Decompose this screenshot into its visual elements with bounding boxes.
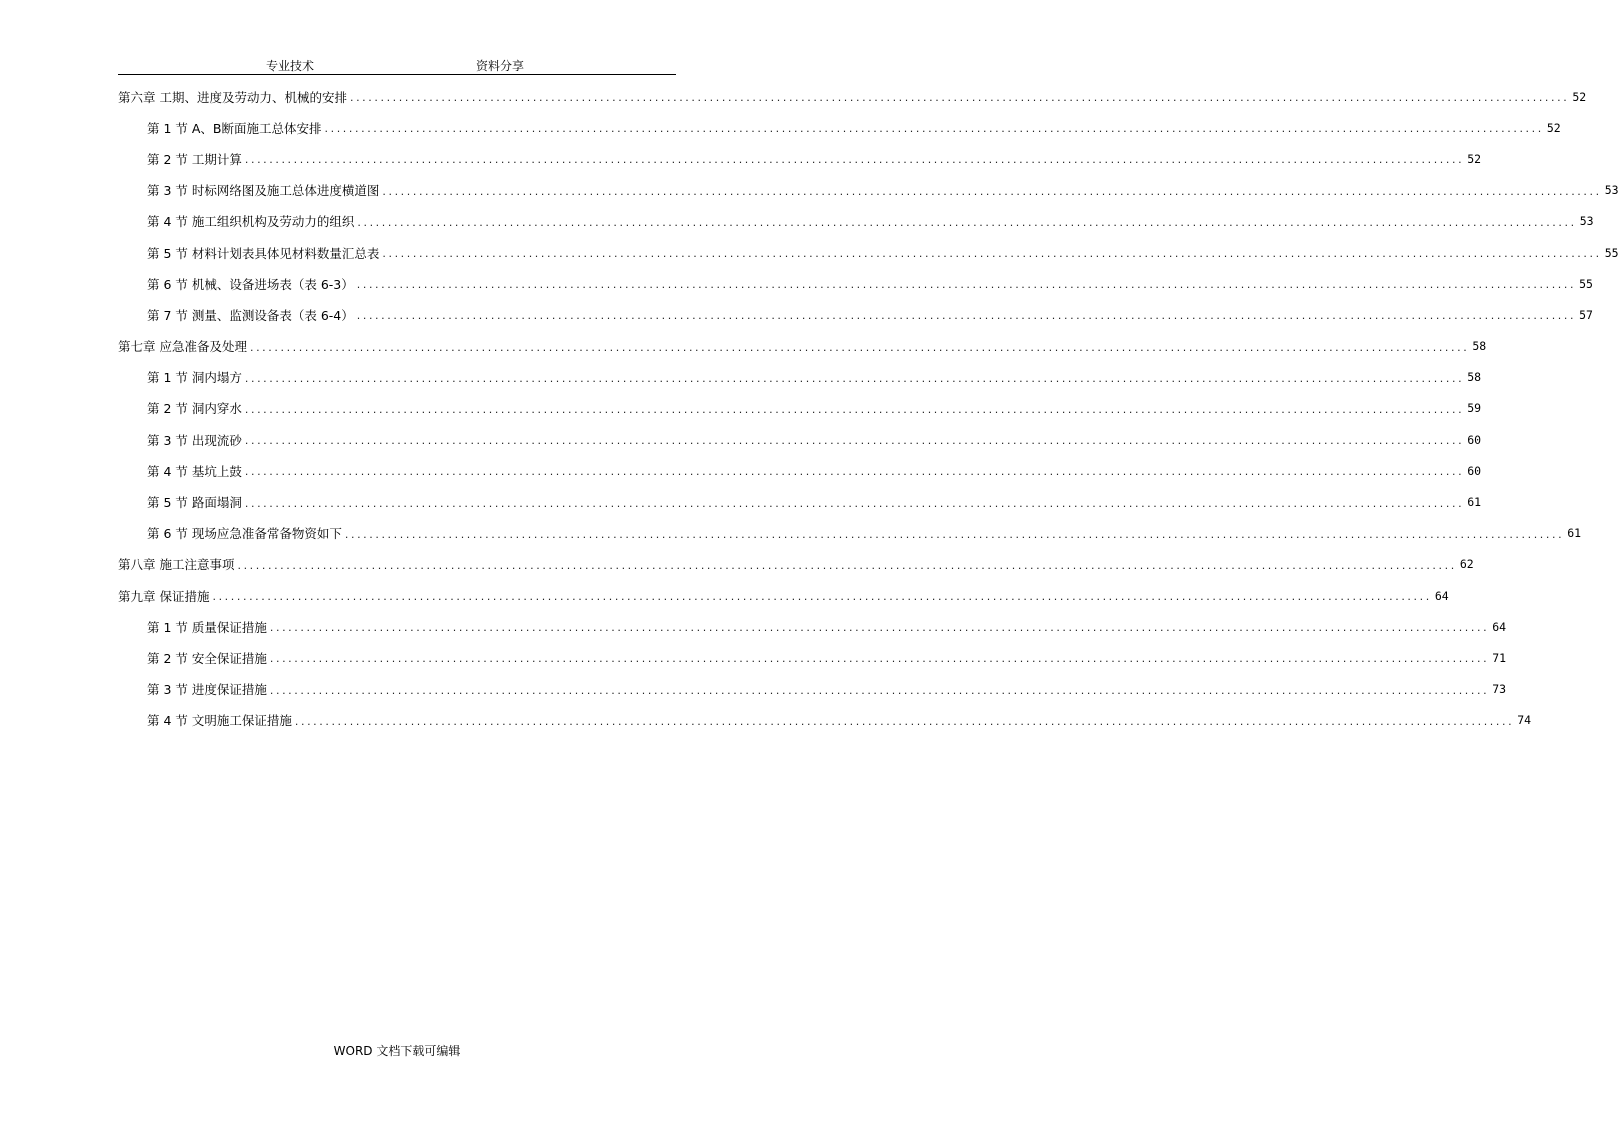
header-left-text: 专业技术 (266, 59, 315, 73)
toc-page-number: 74 (1517, 713, 1532, 728)
toc-page-number: 58 (1467, 370, 1482, 385)
toc-page-number: 55 (1604, 245, 1619, 260)
toc-page-number: 53 (1604, 183, 1619, 198)
toc-dot-leader: ........................................................................................................................................................................................................ (269, 683, 1490, 697)
toc-section-entry[interactable] (118, 518, 1582, 549)
toc-dot-leader: ........................................................................................................................................................................................................ (356, 278, 1577, 292)
toc-page-number: 64 (1434, 588, 1449, 603)
toc-page-number: 52 (1467, 151, 1482, 166)
toc-section-entry[interactable] (118, 642, 1507, 673)
toc-dot-leader: ........................................................................................................................................................................................................ (244, 153, 1465, 167)
toc-entry-label: 第 3 节 进度保证措施 (147, 682, 267, 698)
toc-dot-leader: ........................................................................................................................................................................................................ (269, 652, 1490, 666)
toc-entry-label: 第六章 工期、进度及劳动力、机械的安排 (118, 89, 347, 105)
toc-dot-leader: ........................................................................................................................................................................................................ (249, 340, 1470, 354)
toc-entry-label: 第七章 应急准备及处理 (118, 339, 247, 355)
toc-entry-label: 第 6 节 现场应急准备常备物资如下 (147, 526, 342, 542)
toc-dot-leader: ........................................................................................................................................................................................................ (269, 621, 1490, 635)
toc-entry-label: 第 1 节 洞内塌方 (147, 370, 242, 386)
toc-page-number: 64 (1492, 619, 1507, 634)
toc-section-entry[interactable] (118, 206, 1594, 237)
toc-section-entry[interactable] (118, 705, 1532, 736)
toc-page-number: 61 (1567, 526, 1582, 541)
toc-page-number: 53 (1579, 214, 1594, 229)
toc-chapter-entry[interactable] (118, 81, 1587, 112)
header-right-text: 资料分享 (476, 59, 525, 73)
toc-section-entry[interactable] (118, 237, 1619, 268)
toc-entry-label: 第 1 节 质量保证措施 (147, 619, 267, 635)
toc-page-number: 73 (1492, 682, 1507, 697)
toc-section-entry[interactable] (118, 424, 1482, 455)
toc-dot-leader: ........................................................................................................................................................................................................ (349, 91, 1570, 105)
toc-dot-leader: ........................................................................................................................................................................................................ (382, 247, 1602, 261)
toc-dot-leader: ........................................................................................................................................................................................................ (382, 184, 1602, 198)
toc-page-number: 62 (1459, 557, 1474, 572)
toc-chapter-entry[interactable] (118, 580, 1449, 611)
toc-dot-leader: ........................................................................................................................................................................................................ (237, 558, 1457, 572)
toc-section-entry[interactable] (118, 455, 1482, 486)
toc-dot-leader: ........................................................................................................................................................................................................ (324, 122, 1544, 136)
toc-section-entry[interactable] (118, 611, 1507, 642)
toc-dot-leader: ........................................................................................................................................................................................................ (244, 402, 1465, 416)
toc-entry-label: 第九章 保证措施 (118, 588, 210, 604)
toc-dot-leader: ........................................................................................................................................................................................................ (344, 527, 1565, 541)
toc-section-entry[interactable] (118, 362, 1482, 393)
toc-entry-label: 第 4 节 施工组织机构及劳动力的组织 (147, 214, 355, 230)
toc-section-entry[interactable] (118, 112, 1561, 143)
toc-entry-label: 第 6 节 机械、设备进场表（表 6-3） (147, 276, 354, 292)
toc-page-number: 58 (1472, 339, 1487, 354)
toc-entry-label: 第 3 节 时标网络图及施工总体进度横道图 (147, 183, 380, 199)
toc-page-number: 52 (1546, 120, 1561, 135)
toc-entry-label: 第 1 节 A、B断面施工总体安排 (147, 120, 322, 136)
page-footer: WORD 文档下载可编辑 (333, 1044, 461, 1058)
toc-chapter-entry[interactable] (118, 549, 1474, 580)
toc-entry-label: 第八章 施工注意事项 (118, 557, 235, 573)
toc-dot-leader: ........................................................................................................................................................................................................ (244, 371, 1465, 385)
toc-entry-label: 第 4 节 基坑上鼓 (147, 463, 242, 479)
toc-section-entry[interactable] (118, 393, 1482, 424)
toc-page-number: 55 (1579, 276, 1593, 291)
toc-entry-label: 第 5 节 路面塌洞 (147, 495, 242, 511)
toc-section-entry[interactable] (118, 143, 1482, 174)
toc-page-number: 57 (1579, 307, 1593, 322)
toc-section-entry[interactable] (118, 268, 1593, 299)
toc-page-number: 61 (1467, 495, 1482, 510)
toc-dot-leader: ........................................................................................................................................................................................................ (356, 309, 1577, 323)
toc-dot-leader: ........................................................................................................................................................................................................ (294, 714, 1515, 728)
toc-entry-label: 第 2 节 洞内穿水 (147, 401, 242, 417)
toc-page-number: 60 (1467, 432, 1482, 447)
toc-entry-label: 第 2 节 工期计算 (147, 151, 242, 167)
toc-section-entry[interactable] (118, 299, 1593, 330)
toc-section-entry[interactable] (118, 486, 1482, 517)
page-header (118, 56, 676, 75)
toc-page-number: 71 (1492, 650, 1507, 665)
toc-chapter-entry[interactable] (118, 331, 1487, 362)
toc-dot-leader: ........................................................................................................................................................................................................ (212, 590, 1432, 604)
toc-page-number: 59 (1467, 401, 1482, 416)
toc-entry-label: 第 3 节 出现流砂 (147, 432, 242, 448)
toc-entry-label: 第 2 节 安全保证措施 (147, 650, 267, 666)
toc-page-number: 60 (1467, 463, 1482, 478)
toc-page-number: 52 (1572, 89, 1587, 104)
toc-entry-label: 第 5 节 材料计划表具体见材料数量汇总表 (147, 245, 380, 261)
toc-section-entry[interactable] (118, 674, 1507, 705)
toc-dot-leader: ........................................................................................................................................................................................................ (357, 215, 1577, 229)
toc-dot-leader: ........................................................................................................................................................................................................ (244, 465, 1465, 479)
toc-section-entry[interactable] (118, 175, 1619, 206)
toc-entry-label: 第 7 节 测量、监测设备表（表 6-4） (147, 307, 354, 323)
table-of-contents (118, 81, 1619, 736)
toc-dot-leader: ........................................................................................................................................................................................................ (244, 496, 1465, 510)
toc-entry-label: 第 4 节 文明施工保证措施 (147, 713, 292, 729)
toc-dot-leader: ........................................................................................................................................................................................................ (244, 434, 1465, 448)
